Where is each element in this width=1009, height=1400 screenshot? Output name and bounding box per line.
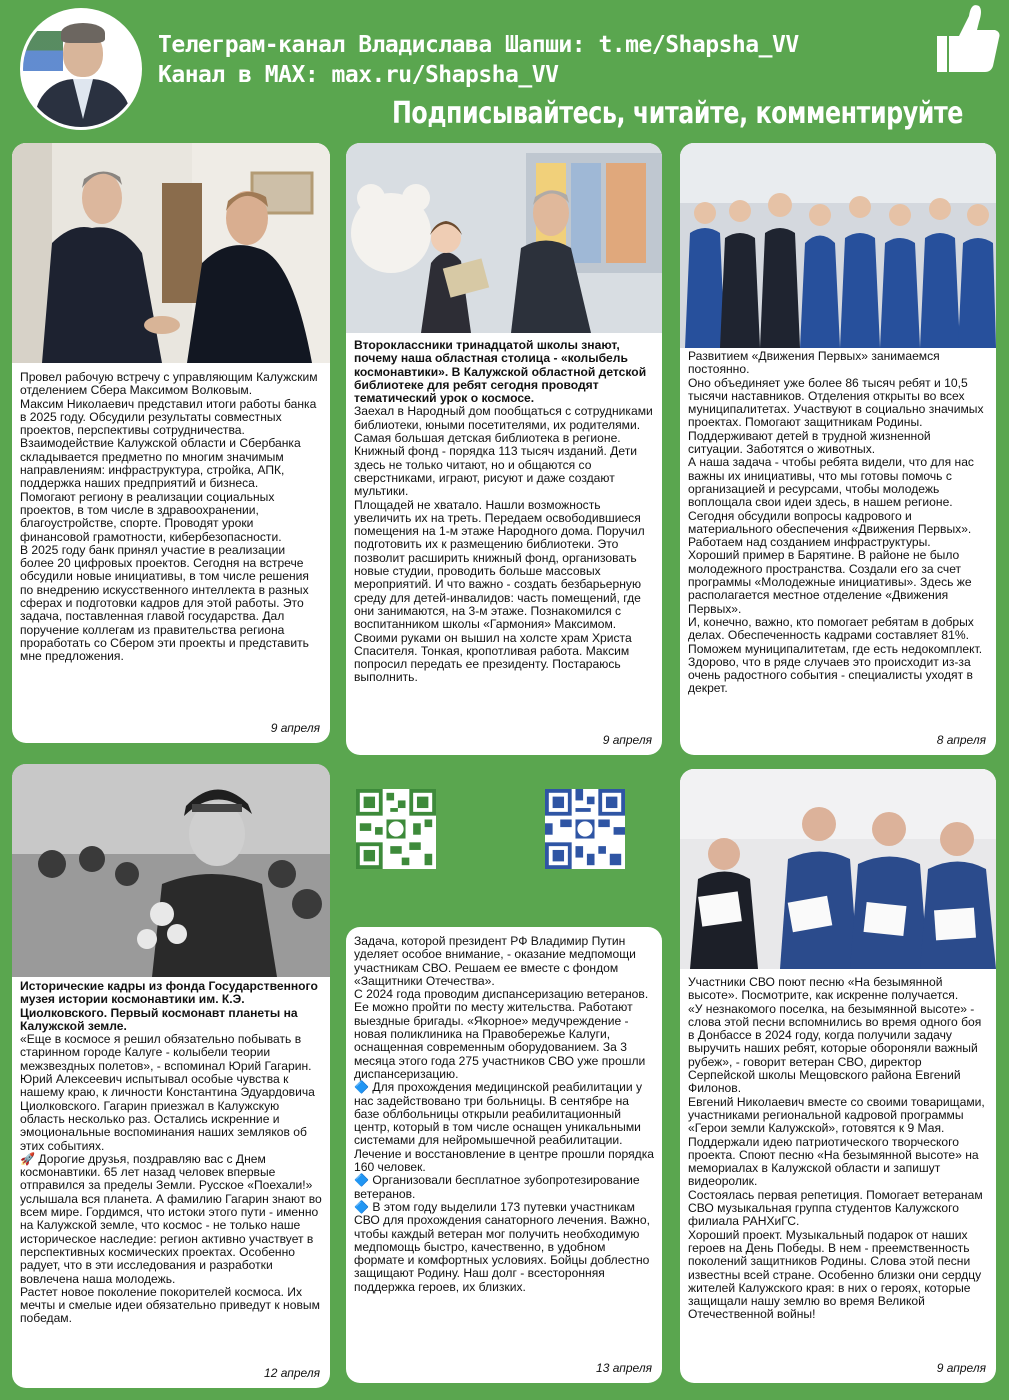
paragraph: Заехал в Народный дом пообщаться с сотрудниками библиотеки, юными посетителями, их родителями. Самая большая детская библиотека в регионе. Книжный фонд - порядка 113 тысяч изданий. Дети здесь не только читают, но и общаются со сверстниками, играют, рисуют и даже создают мультики. [354, 404, 653, 499]
paragraph: Участники СВО поют песню «На безымянной высоте». Посмотрите, как искренне получается. [688, 975, 959, 1003]
paragraph: Сегодня обсудили вопросы кадрового и материального обеспечения «Движения Первых». Работаем над созданием инфраструктуры. [688, 508, 972, 550]
paragraph: Растет новое поколение покорителей космоса. Их мечты и смелые идеи обязательно приведут к новым победам. [20, 1284, 320, 1326]
photo-library [346, 143, 662, 333]
paragraph: Хороший пример в Барятине. В районе не было молодежного пространства. Создали его за счет программы «Молодежные инициативы». Здесь же располагается местное отделение «Движения Первых». [688, 548, 972, 616]
paragraph: Евгений Николаевич вместе со своими товарищами, участниками региональной кадровой программы «Герои земли Калужской», готовятся к 9 Мая. Поддержали идею патриотического творческого проекта. Споют песню «На безымянной высоте» на мемориалах в Калужской области и запишут видеоролик. [688, 1094, 985, 1189]
news-card-movement [680, 143, 996, 755]
photo-movement-first [680, 143, 996, 348]
post-date: 9 апреля [936, 1361, 986, 1375]
paragraph: Оно объединяет уже более 86 тысяч ребят и 10,5 тысячи наставников. Отделения открыты во всех муниципалитетах. Участвуют в социально значимых проектах. Помогают защитникам Родины. Поддерживают детей в трудной жизненной ситуации. Заботятся о животных. [688, 375, 984, 457]
slogan: Подписывайтесь, читайте, комментируйте [392, 96, 963, 131]
news-card-library [346, 143, 662, 755]
lead: Исторические кадры из фонда Государственного музея истории космонавтики им. К.Э. Циолковского. Первый космонавт планеты на Калужской земле. [20, 979, 318, 1033]
card-text [688, 976, 988, 1322]
card-text [688, 350, 988, 696]
paragraph: Задача, которой президент РФ Владимир Путин уделяет особое внимание, - оказание медпомощи участникам СВО. Решаем ее вместе с фондом «Защитники Отечества». [354, 934, 636, 988]
paragraph: Состоялась первая репетиция. Помогает ветеранам СВО музыкальная группа студентов Калужского филиала РАНХиГС. [688, 1187, 983, 1229]
news-card-gagarin [12, 764, 330, 1388]
paragraph: «У незнакомого поселка, на безымянной высоте» - слова этой песни вспомнились во время одного боя в Донбассе в 2024 году, когда получили задачу выручить наших ребят, которые обороняли важный рубеж», - говорит ветеран СВО, директор Серпейской школы Мещовского района Евгений Филонов. [688, 1001, 982, 1096]
paragraph: Развитием «Движения Первых» занимаемся постоянно. [688, 349, 940, 377]
paragraph: Максим Николаевич представил итоги работы банка в 2025 году. Обсудили результаты совместных проектов, перспективы сотрудничества. [20, 396, 317, 438]
header [0, 0, 1009, 140]
paragraph: Провел рабочую встречу с управляющим Калужским отделением Сбера Максимом Волковым. [20, 370, 318, 398]
max-channel-line[interactable]: Канал в MAX: max.ru/Shapsha_VV [158, 62, 559, 88]
photo-meeting-sber [12, 143, 330, 363]
paragraph: Взаимодействие Калужской области и Сбербанка складывается предметно по многим значимым направлениям: инфраструктура, стройка, АПК, поддержка наших предприятий и бизнеса. [20, 436, 301, 491]
paragraph: Помогают региону в реализации социальных проектов, в том числе в здравоохранении, благоустройстве, спорте. Проводят уроки финансовой грамотности, кибербезопасности. [20, 489, 282, 544]
photo-gagarin [12, 764, 330, 977]
paragraph: В 2025 году банк принял участие в реализации более 20 цифровых проектов. Сегодня на встрече обсудили новые инициативы, в том числе решения по внедрению искусственного интеллекта в разных сферах и подготовки кадров для этой работы. Это задача, поставленная главой государства. Дал поручение коллегам из правительства региона проработать со Сбером эти проекты и представить мне предложения. [20, 542, 309, 664]
paragraph: С 2024 года проводим диспансеризацию ветеранов. Ее можно пройти по месту жительства. Работают выездные бригады. «Якорное» медучреждение - новая поликлиника на Правобережье Калуги, оснащенная современным оборудованием. За 3 месяца этого года 275 участников СВО уже прошли диспансеризацию. [354, 987, 649, 1081]
post-date: 8 апреля [936, 733, 986, 747]
paragraph: 🔷 Организовали бесплатное зубопротезирование ветеранов. [354, 1173, 640, 1201]
lead: Второклассники тринадцатой школы знают, почему наша областная столица - «колыбель космонавтики». В Калужской областной детской библиотеке для ребят сегодня проводят тематический урок о космосе. [354, 338, 647, 406]
telegram-channel-line[interactable]: Телеграм-канал Владислава Шапши: t.me/Shapsha_VV [158, 32, 799, 58]
telegram-qr-code[interactable] [356, 789, 436, 869]
paragraph: «Еще в космосе я решил обязательно побывать в старинном городе Калуге - колыбели теории межзвездных полетов», - вспоминал Юрий Гагарин. Юрий Алексеевич испытывал особые чувства к нашему краю, к личности Константина Эдуардовича Циолковского. Гагарин приезжал в Калужскую область несколько раз. Остались искренние и эмоциональные воспоминания наших земляков об этих событиях. [20, 1032, 315, 1153]
news-card-svo-song [680, 769, 996, 1383]
paragraph: 🚀 Дорогие друзья, поздравляю вас с Днем космонавтики. 65 лет назад человек впервые отправился за пределы Земли. Русское «Поехали!» услышала вся планета. А фамилию Гагарин знают во всем мире. Гордимся, что истоки этого пути - именно на Калужской земле, что космос - не только наше историческое наследие: регион активно участвует в перспективных космических проектах. Особенно радует, что в эти исследования и разработки вовлечена наша молодежь. [20, 1151, 322, 1286]
paragraph: Хороший проект. Музыкальный подарок от наших героев на День Победы. В нем - преемственность поколений защитников Родины. Слова этой песни известны всей стране. Особенно близки они сердцу жителей Калужского края: в них о героях, которые защищали нашу землю во время Великой Отечественной войны! [688, 1227, 982, 1322]
card-text [20, 980, 322, 1326]
card-text [20, 371, 322, 664]
paragraph: Площадей не хватало. Нашли возможность увеличить их на треть. Передаем освободившиеся помещения на 1-м этаже Народного дома. Поручил подготовить их к размещению библиотеки. Это позволит расширить книжный фонд, организовать новые студии, проводить больше массовых мероприятий. И что важно - создать безбарьерную среду для детей-инвалидов: часть помещений, где они занимаются, на 3-м этаже. Познакомился с воспитанником школы «Гармония» Максимом. Своими руками он вышил на холсте храм Христа Спасителя. Тонкая, кропотливая работа. Максим попросил передать ее президенту. Постараюсь выполнить. [354, 497, 645, 685]
paragraph: 🔷 В этом году выделили 173 путевки участникам СВО для прохождения санаторного лечения. Важно, чтобы каждый ветеран мог получить необходимую медпомощь быстро, качественно, в удобном формате и комфортных условиях. Бойцы доблестно защищают Родину. Наш долг - всесторонняя поддержка героев, их близких. [354, 1199, 650, 1294]
max-qr-code[interactable] [545, 789, 625, 869]
post-date: 9 апреля [270, 721, 320, 735]
news-card-svo-medical [346, 927, 662, 1383]
post-date: 12 апреля [264, 1366, 320, 1380]
thumbs-up-icon [935, 0, 1001, 74]
avatar [20, 8, 142, 130]
photo-svo-song [680, 769, 996, 969]
paragraph: И, конечно, важно, кто помогает ребятам в добрых делах. Обеспеченность кадрами составляет 81%. Поможем муниципалитетам, где есть недокомплект. Здорово, что в ряде случаев это происходит из-за очень радостного события - специалисты уходят в декрет. [688, 614, 983, 696]
paragraph: 🔷 Для прохождения медицинской реабилитации у нас задействовано три больницы. В сентябре на базе облбольницы открыли реабилитационный центр, который в том числе оснащен уникальными системами для нейромышечной реабилитации. Лечение и восстановление в центре прошли порядка 160 человек. [354, 1080, 654, 1175]
post-date: 13 апреля [596, 1361, 652, 1375]
card-text [354, 339, 654, 685]
paragraph: А наша задача - чтобы ребята видели, что для нас важны их инициативы, что мы готовы помочь с организацией и ресурсами, чтобы молодежь воплощала свои идеи здесь, в нашем регионе. [688, 455, 974, 510]
post-date: 9 апреля [602, 733, 652, 747]
card-text [354, 935, 654, 1294]
news-card-sber [12, 143, 330, 743]
